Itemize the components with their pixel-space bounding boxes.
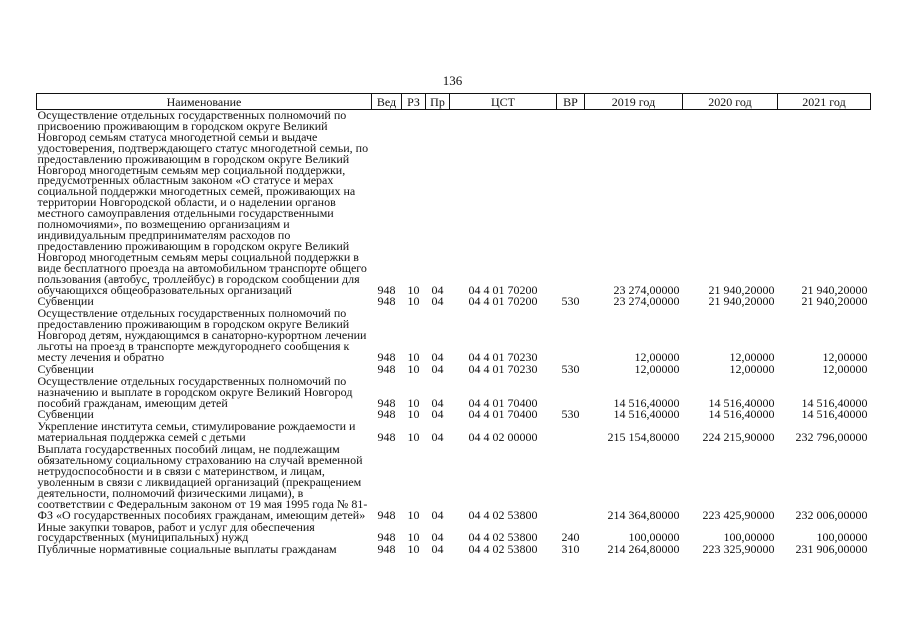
cell-2021: 231 906,00000 [795, 542, 868, 557]
cell-2019: 215 154,80000 [607, 430, 680, 445]
cell-ved: 948 [377, 361, 396, 376]
cell-pr: 04 [431, 407, 444, 422]
cell-rz: 10 [407, 395, 420, 410]
cell-name: Осуществление отдельных государственных полномочий по присвоению проживающим в городском округе Великий Новгород семьям статуса многодетной семьи и выдаче удостоверения, подтверждающего статус многодетной семьи, по предоставлению проживающим в городском округе Великий Новгород многодетным семьям мер социальной поддержки, предусмотренных областным законом «О статусе и мерах социальной поддержки многодетных семей, проживающих на территории Новгородской области, и о наделении органов местного самоуправления отдельными государственными полномочиями», по возмещению организациям и индивидуальным предпринимателям расходов по предоставлению проживающим в городском округе Великий Новгород многодетным семьям меры социальной поддержки в виде бесплатного проезда на автомобильном транспорте общего пользования (автобус, троллейбус) в городском сообщении для обучающихся общеобразовательных организаций [37, 108, 369, 297]
cell-pr: 04 [431, 395, 444, 410]
cell-2020: 14 516,40000 [708, 407, 775, 422]
cell-2020: 21 940,20000 [708, 282, 775, 297]
table-row [37, 421, 871, 444]
cell-2021: 21 940,20000 [801, 282, 868, 297]
table-row [37, 110, 871, 297]
cell-2021: 21 940,20000 [801, 294, 868, 309]
cell-cst: 04 4 01 70200 [468, 282, 538, 297]
cell-cst: 04 4 02 00000 [468, 430, 538, 445]
cell-pr: 04 [431, 349, 444, 364]
cell-2021: 232 006,00000 [795, 507, 868, 522]
cell-vr: 530 [561, 361, 580, 376]
cell-2021: 232 796,00000 [795, 430, 868, 445]
cell-name: Осуществление отдельных государственных полномочий по предоставлению проживающим в городском округе Великий Новгород детям, нуждающимся в санаторно-курортном лечении льготы на проезд в транспорте междугороднего сообщения к месту лечения и обратно [37, 306, 367, 364]
cell-2020: 223 425,90000 [702, 507, 775, 522]
cell-2019: 12,00000 [634, 361, 680, 376]
cell-2019: 23 274,00000 [613, 282, 680, 297]
cell-ved: 948 [377, 407, 396, 422]
cell-2020: 223 325,90000 [702, 542, 775, 557]
cell-cst: 04 4 02 53800 [468, 542, 538, 557]
cell-ved: 948 [377, 507, 396, 522]
cell-2021: 14 516,40000 [801, 395, 868, 410]
cell-pr: 04 [431, 507, 444, 522]
cell-vr [557, 110, 585, 297]
cell-name: Субвенции [37, 361, 94, 376]
cell-vr [557, 444, 585, 521]
cell-pr: 04 [431, 282, 444, 297]
cell-rz: 10 [407, 361, 420, 376]
header-name: Наименование [37, 94, 372, 110]
cell-rz: 10 [407, 294, 420, 309]
cell-rz: 10 [407, 407, 420, 422]
page-number: 136 [442, 73, 463, 88]
cell-ved: 948 [377, 294, 396, 309]
table-row [37, 522, 871, 545]
cell-cst: 04 4 01 70230 [468, 349, 538, 364]
cell-2019: 12,00000 [634, 349, 680, 364]
cell-vr [557, 421, 585, 444]
cell-name: Выплата государственных пособий лицам, не подлежащим обязательному социальному страхованию на случай временной нетрудоспособности и в связи с материнством, и лицам, уволенным в связи с ликвидацией организаций (прекращением деятельности, полномочий физическими лицами), в соответствии с Федеральным законом от 19 мая 1995 года № 81-ФЗ «О государственных пособиях гражданам, имеющим детей» [37, 442, 368, 522]
cell-2021: 12,00000 [822, 361, 868, 376]
cell-name: Субвенции [37, 407, 94, 422]
cell-pr: 04 [431, 361, 444, 376]
cell-rz: 10 [407, 507, 420, 522]
cell-2019: 23 274,00000 [613, 294, 680, 309]
cell-rz: 10 [407, 282, 420, 297]
cell-2021: 14 516,40000 [801, 407, 868, 422]
table-row [37, 544, 871, 556]
cell-rz: 10 [407, 542, 420, 557]
cell-2020: 12,00000 [729, 349, 775, 364]
cell-2021: 100,00000 [816, 530, 868, 545]
cell-cst: 04 4 01 70230 [468, 361, 538, 376]
cell-vr: 310 [561, 542, 580, 557]
cell-cst: 04 4 02 53800 [468, 530, 538, 545]
cell-2019: 214 364,80000 [607, 507, 680, 522]
cell-ved: 948 [377, 349, 396, 364]
cell-2020: 21 940,20000 [708, 294, 775, 309]
cell-2019: 100,00000 [628, 530, 680, 545]
cell-name: Осуществление отдельных государственных полномочий по назначению и выплате в городском округе Великий Новгород пособий гражданам, имеющим детей [37, 373, 353, 410]
cell-2020: 14 516,40000 [708, 395, 775, 410]
cell-2021: 12,00000 [822, 349, 868, 364]
cell-cst: 04 4 01 70200 [468, 294, 538, 309]
cell-ved: 948 [377, 430, 396, 445]
cell-vr: 530 [561, 294, 580, 309]
table-row [37, 376, 871, 410]
cell-ved: 948 [377, 395, 396, 410]
cell-vr [557, 376, 585, 410]
cell-name: Публичные нормативные социальные выплаты гражданам [37, 542, 337, 557]
cell-rz: 10 [407, 530, 420, 545]
cell-2019: 14 516,40000 [613, 395, 680, 410]
cell-vr: 530 [561, 407, 580, 422]
header-rz: РЗ [402, 94, 426, 110]
cell-cst: 04 4 01 70400 [468, 395, 538, 410]
cell-pr: 04 [431, 542, 444, 557]
table-row [37, 308, 871, 364]
cell-2019: 14 516,40000 [613, 407, 680, 422]
cell-rz: 10 [407, 430, 420, 445]
cell-cst: 04 4 01 70400 [468, 407, 538, 422]
cell-2020: 224 215,90000 [702, 430, 775, 445]
cell-2019: 214 264,80000 [607, 542, 680, 557]
cell-pr: 04 [431, 530, 444, 545]
cell-cst: 04 4 02 53800 [468, 507, 538, 522]
cell-2020: 12,00000 [729, 361, 775, 376]
cell-name: Субвенции [37, 294, 94, 309]
header-2019: 2019 год [585, 94, 683, 110]
cell-ved: 948 [377, 282, 396, 297]
header-cst: ЦСТ [450, 94, 557, 110]
header-pr: Пр [426, 94, 450, 110]
cell-ved: 948 [377, 542, 396, 557]
header-ved: Вед [372, 94, 402, 110]
cell-rz: 10 [407, 349, 420, 364]
cell-vr: 240 [561, 530, 580, 545]
header-2020: 2020 год [683, 94, 778, 110]
cell-vr [557, 308, 585, 364]
cell-2020: 100,00000 [723, 530, 775, 545]
cell-pr: 04 [431, 430, 444, 445]
cell-pr: 04 [431, 294, 444, 309]
budget-table [36, 93, 871, 556]
cell-name: Иные закупки товаров, работ и услуг для обеспечения государственных (муниципальных) нужд [37, 519, 315, 545]
cell-name: Укрепление института семьи, стимулирование рождаемости и материальная поддержка семей с детьми [37, 419, 356, 445]
header-vr: ВР [557, 94, 585, 110]
table-row [37, 444, 871, 521]
header-2021: 2021 год [778, 94, 871, 110]
table-body [37, 110, 871, 557]
cell-ved: 948 [377, 530, 396, 545]
